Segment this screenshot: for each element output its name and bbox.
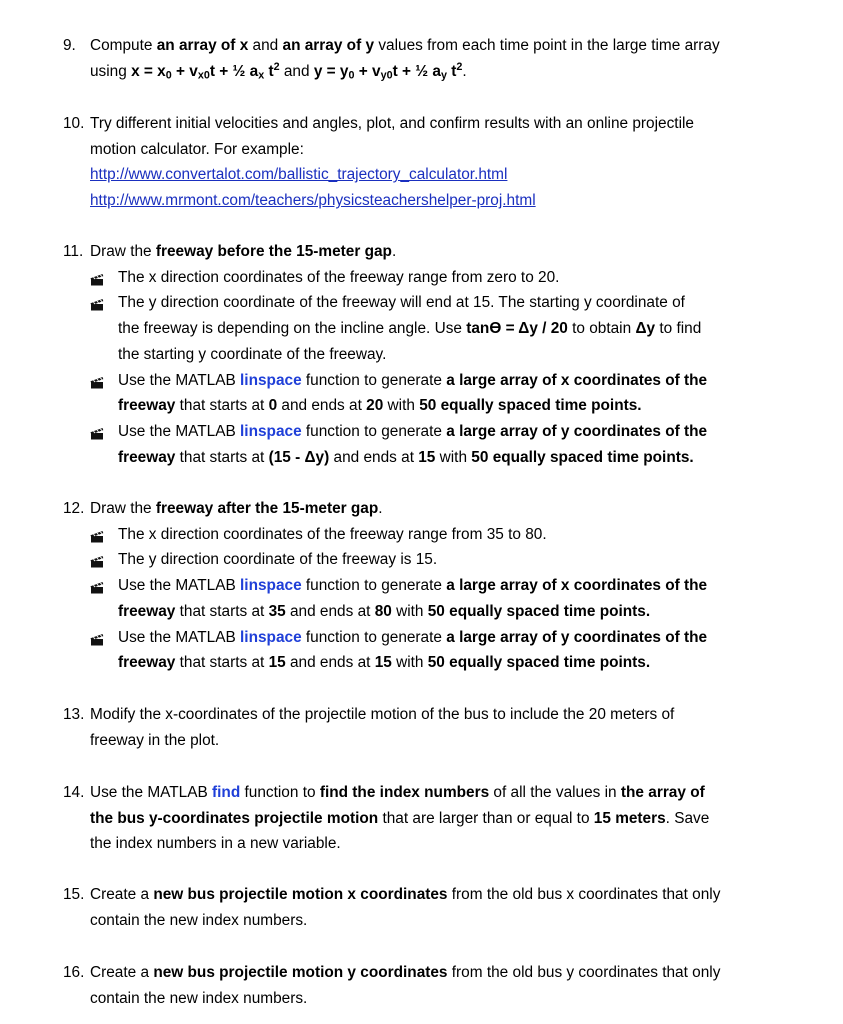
- text-run: from the old bus x coordinates that only: [447, 886, 721, 903]
- text-run: that starts at: [175, 448, 269, 466]
- matlab-keyword: linspace: [240, 422, 302, 440]
- text-run: the freeway is depending on the incline angle. Use: [118, 320, 467, 338]
- step-number: 9.: [63, 37, 76, 54]
- bullet-text-line: [118, 397, 642, 415]
- bullet-text-line: [118, 372, 707, 390]
- bold-text: 15: [374, 654, 392, 672]
- bold-text: + v: [171, 62, 198, 80]
- text-run: function to: [240, 784, 320, 801]
- bold-text: 15: [268, 654, 286, 672]
- text-line: [90, 37, 720, 55]
- bold-text: t + ½ a: [392, 62, 441, 80]
- text-run: The y direction coordinate of the freeway is 15.: [118, 551, 438, 569]
- text-run: Use the MATLAB: [118, 577, 241, 595]
- clapperboard-bullet-icon: [90, 633, 104, 646]
- text-run: function to generate: [301, 371, 447, 389]
- text-run: and ends at: [285, 602, 375, 620]
- text-line: [90, 912, 307, 930]
- bold-text: + v: [354, 62, 381, 80]
- bold-text: 50 equally spaced time points.: [427, 602, 651, 620]
- bold-text: a large array of x coordinates of the: [446, 371, 708, 389]
- bullet-text-line: [118, 423, 707, 441]
- bold-text: 15 meters: [593, 809, 666, 827]
- clapperboard-bullet-icon: [90, 581, 104, 594]
- bold-text: 35: [268, 602, 286, 620]
- bullet-marker: [90, 269, 104, 295]
- subscript: y0: [380, 69, 393, 82]
- bold-text: 50 equally spaced time points.: [471, 448, 694, 466]
- subscript: 0: [348, 69, 355, 82]
- text-run: contain the new index numbers.: [90, 989, 308, 1007]
- text-run: that starts at: [175, 397, 269, 415]
- bold-text: a large array of y coordinates of the: [446, 422, 708, 440]
- text-line: [90, 706, 674, 724]
- bullet-marker: [90, 526, 104, 552]
- text-run: freeway in the plot.: [90, 731, 220, 749]
- text-run: The x direction coordinates of the freeway range from 35 to 80.: [118, 525, 547, 543]
- text-run: to find: [655, 320, 702, 338]
- bold-text: an array of x: [156, 37, 249, 54]
- text-line: [90, 60, 467, 82]
- bullet-text-line: [118, 269, 559, 287]
- text-run: and ends at: [277, 397, 367, 415]
- text-run: contain the new index numbers.: [90, 911, 308, 929]
- bold-text: freeway: [118, 448, 176, 466]
- bold-text: x = x: [131, 62, 166, 80]
- text-run: .: [378, 500, 383, 517]
- text-line: [90, 141, 304, 159]
- text-line: [90, 835, 341, 853]
- bold-text: freeway: [118, 654, 176, 672]
- bold-text: 80: [374, 602, 392, 620]
- bold-text: an array of y: [282, 37, 375, 54]
- bold-text: 20: [366, 397, 384, 415]
- bullet-marker: [90, 294, 104, 320]
- bold-text: a large array of x coordinates of the: [446, 577, 708, 595]
- bold-text: a large array of y coordinates of the: [446, 628, 708, 646]
- step-number: 11.: [63, 243, 84, 260]
- text-line: [90, 192, 536, 210]
- bullet-marker: [90, 423, 104, 449]
- step-number: 13.: [63, 706, 85, 723]
- text-line: [90, 810, 709, 828]
- text-run: that starts at: [175, 654, 269, 672]
- url-link[interactable]: http://www.mrmont.com/teachers/physicsteachershelper-proj.html: [90, 192, 536, 210]
- text-line: [90, 243, 396, 261]
- text-run: Draw the: [90, 243, 156, 260]
- text-run: using: [90, 62, 132, 80]
- matlab-keyword: linspace: [240, 628, 302, 646]
- subscript: x: [258, 69, 265, 82]
- text-run: with: [383, 397, 420, 415]
- text-run: Use the MATLAB: [90, 784, 213, 801]
- bold-text: 50 equally spaced time points.: [419, 397, 642, 415]
- bold-text: tanϴ = Δy / 20: [466, 320, 568, 338]
- bullet-text-line: [118, 551, 437, 569]
- bold-text: the bus y-coordinates projectile motion: [90, 809, 379, 827]
- bullet-text-line: [118, 346, 386, 364]
- text-run: function to generate: [301, 628, 447, 646]
- text-run: and: [248, 37, 283, 54]
- bullet-text-line: [118, 603, 650, 621]
- clapperboard-bullet-icon: [90, 530, 104, 543]
- bold-text: find the index numbers: [319, 784, 490, 801]
- matlab-keyword: linspace: [240, 577, 302, 595]
- bullet-marker: [90, 372, 104, 398]
- bold-text: t + ½ a: [209, 62, 259, 80]
- step-number: 10.: [63, 115, 85, 132]
- text-run: values from each time point in the large time array: [374, 37, 720, 54]
- text-run: with: [435, 448, 472, 466]
- text-run: of all the values in: [489, 784, 621, 801]
- text-run: and: [279, 62, 314, 80]
- text-run: Use the MATLAB: [118, 422, 241, 440]
- bullet-text-line: [118, 449, 694, 467]
- bold-text: freeway after the 15-meter gap: [155, 500, 379, 517]
- text-run: the index numbers in a new variable.: [90, 835, 341, 853]
- bold-text: t: [446, 62, 457, 80]
- bold-text: y = y: [313, 62, 349, 80]
- text-run: The x direction coordinates of the freeway range from zero to 20.: [118, 268, 560, 286]
- subscript: 0: [165, 69, 172, 82]
- text-run: with: [391, 654, 428, 672]
- bold-text: 15: [418, 448, 436, 466]
- text-line: [90, 964, 720, 982]
- step-number: 16.: [63, 964, 85, 981]
- bold-text: new bus projectile motion x coordinates: [153, 886, 448, 903]
- text-run: Compute: [90, 37, 157, 54]
- bullet-text-line: [118, 526, 547, 544]
- bold-text: freeway: [118, 602, 176, 620]
- matlab-keyword: find: [212, 784, 241, 801]
- text-run: .: [391, 243, 397, 260]
- bold-text: (15 - Δy): [268, 448, 330, 466]
- text-run: Modify the x-coordinates of the projectile motion of the bus to include the 20 meters of: [90, 706, 675, 723]
- text-run: to obtain: [567, 320, 636, 338]
- text-run: Create a: [90, 886, 154, 903]
- text-run: motion calculator. For example:: [90, 140, 304, 158]
- text-run: Use the MATLAB: [118, 628, 241, 646]
- text-run: .: [462, 62, 467, 80]
- bold-text: freeway before the 15-meter gap: [155, 243, 392, 260]
- clapperboard-bullet-icon: [90, 273, 104, 286]
- bullet-text-line: [118, 577, 707, 595]
- text-line: [90, 500, 383, 518]
- bullet-text-line: [118, 629, 707, 647]
- text-line: [90, 166, 507, 184]
- clapperboard-bullet-icon: [90, 298, 104, 311]
- text-line: [90, 115, 694, 133]
- text-line: [90, 886, 720, 904]
- text-line: [90, 784, 705, 802]
- text-run: from the old bus y coordinates that only: [447, 964, 721, 981]
- text-run: function to generate: [301, 422, 447, 440]
- url-link[interactable]: http://www.convertalot.com/ballistic_trajectory_calculator.html: [90, 166, 508, 184]
- text-run: Create a: [90, 964, 154, 981]
- bullet-marker: [90, 577, 104, 603]
- clapperboard-bullet-icon: [90, 555, 104, 568]
- superscript: 2: [273, 60, 280, 73]
- text-run: the starting y coordinate of the freeway.: [118, 345, 387, 363]
- step-number: 12.: [63, 500, 85, 517]
- bullet-text-line: [118, 320, 701, 338]
- text-run: . Save: [665, 809, 710, 827]
- matlab-keyword: linspace: [240, 371, 302, 389]
- text-line: [90, 732, 219, 750]
- bullet-text-line: [118, 294, 685, 312]
- bold-text: 0: [268, 397, 278, 415]
- bold-text: t: [264, 62, 274, 80]
- step-number: 15.: [63, 886, 85, 903]
- text-run: and ends at: [285, 654, 375, 672]
- bold-text: new bus projectile motion y coordinates: [153, 964, 448, 981]
- bold-text: the array of: [620, 784, 705, 801]
- bold-text: 50 equally spaced time points.: [427, 654, 651, 672]
- step-number: 14.: [63, 784, 85, 801]
- text-run: function to generate: [301, 577, 447, 595]
- bold-text: Δy: [635, 320, 656, 338]
- subscript: x0: [197, 69, 210, 82]
- superscript: 2: [456, 60, 463, 73]
- clapperboard-bullet-icon: [90, 376, 104, 389]
- text-run: that are larger than or equal to: [378, 809, 594, 827]
- text-run: that starts at: [175, 602, 269, 620]
- text-run: and ends at: [329, 448, 419, 466]
- bullet-marker: [90, 629, 104, 655]
- bullet-text-line: [118, 654, 650, 672]
- bullet-marker: [90, 551, 104, 577]
- text-run: Draw the: [90, 500, 156, 517]
- text-run: Try different initial velocities and angles, plot, and confirm results with an online projectile: [90, 115, 694, 132]
- text-run: with: [391, 602, 428, 620]
- subscript: y: [440, 69, 447, 82]
- text-line: [90, 990, 307, 1008]
- text-run: Use the MATLAB: [118, 371, 241, 389]
- text-run: The y direction coordinate of the freeway will end at 15. The starting y coordinate of: [118, 294, 685, 312]
- clapperboard-bullet-icon: [90, 427, 104, 440]
- bold-text: freeway: [118, 397, 176, 415]
